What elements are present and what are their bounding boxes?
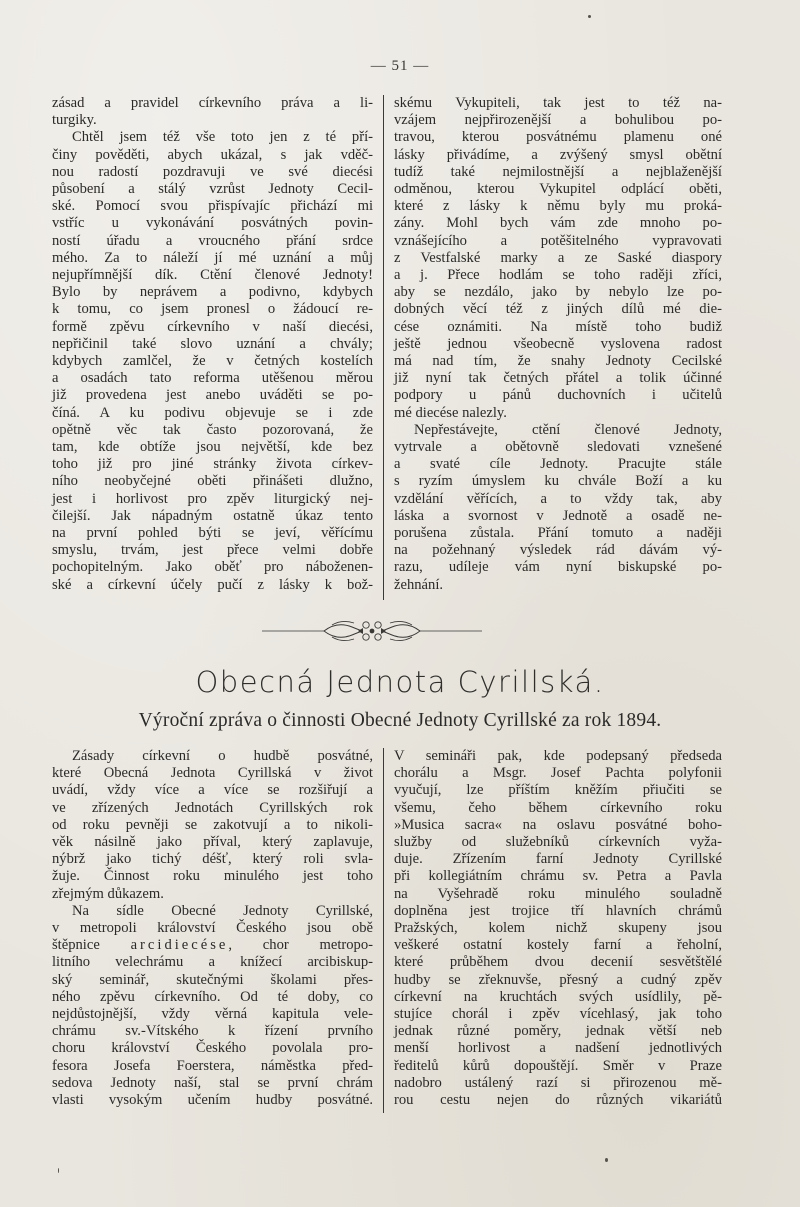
text-line: ního neobyčejné oběti přinášeti dlužno, <box>52 473 373 490</box>
text-line: nepřičinil také slovo uznání a chvály; <box>52 335 373 352</box>
text-line: kdybych zamlčel, že v četných kostelích <box>52 353 373 370</box>
text-line: V semináři pak, kde podepsaný předseda <box>394 748 722 764</box>
text-line: veškeré ostatní kostely farní a řeholní, <box>394 937 722 954</box>
text-line: mého. Za to náleží jí mé uznání a můj <box>52 249 373 266</box>
text-line: žuje. Činnost roku minulého jest toho <box>52 868 373 885</box>
column-divider <box>383 748 384 1113</box>
text-line: Nepřestávejte, ctění členové Jednoty, <box>414 421 722 438</box>
text-line: již nyní tak četných přátel a tolik účinné <box>394 370 722 387</box>
text-line: od roku pevněji se zakotvují a to nikoli- <box>52 816 373 833</box>
text-line: fesora Josefa Foerstera, náměstka před- <box>52 1057 373 1074</box>
ornament-divider-icon <box>262 617 482 645</box>
text-line: nýbrž jako tichý déšť, který roli svla- <box>52 851 373 868</box>
text-line: tam, kde obtíže jsou největší, kde bez <box>52 439 373 456</box>
column-divider <box>383 95 384 600</box>
bottom-right-column <box>392 748 722 1113</box>
text-line: jest i horlivost pro zpěv liturgický nej- <box>52 490 373 507</box>
text-line: opětně věc tak často pozorovaná, že <box>52 421 373 438</box>
text-line: »Musica sacra« na oslavu posvátné boho- <box>394 816 722 833</box>
text-line: ské a církevní účely pučí z lásky k bož- <box>52 576 373 593</box>
text-line: vstříc u vykonávání posvátných povin- <box>52 215 373 232</box>
text-line: láska a svornost v Jednotě a osadě ne- <box>394 507 722 524</box>
top-right-column <box>392 95 722 600</box>
text-line: věk násilně jako příval, který zaplavuje, <box>52 834 373 851</box>
text-line: působení a stálý vzrůst Jednoty Cecil- <box>52 181 373 198</box>
text-line: vlasti vysokým učením hudby posvátné. <box>52 1092 373 1109</box>
bottom-left-column <box>52 748 383 1113</box>
text-line: cése oznámiti. Na místě toho budiž <box>394 318 722 335</box>
text-line: ještě jednou všeobecně vyslovena radost <box>394 335 722 352</box>
text-line: lásky přivádíme, a zvýšený smysl obětní <box>394 146 722 163</box>
text-line: nejupřímnější dík. Ctění členové Jednoty! <box>52 267 373 284</box>
text-line: toho již pro jiné stránky života církev- <box>52 456 373 473</box>
text-line: číná. A ku podivu objevuje se i zde <box>52 404 373 421</box>
text-line: má nad tím, že snahy Jednoty Cecilské <box>394 353 722 370</box>
text-line: činy pověděti, abych ukázal, s jak vděč- <box>52 146 373 163</box>
text-line: a osadách tato reforma utěšenou měrou <box>52 370 373 387</box>
text-line: litního velechrámu a knížecí arcibiskup- <box>52 954 373 971</box>
text-line: Bylo by neprávem a podivno, kdybych <box>52 284 373 301</box>
text-line: skému Vykupiteli, tak jest to též na- <box>394 95 722 111</box>
text-line: již provedena jest anebo uváděti se po- <box>52 387 373 404</box>
text-line: Zásady církevní o hudbě posvátné, <box>72 748 373 764</box>
top-left-column <box>52 95 383 600</box>
text-line: smyslu, trvám, jest přece velmi dobře <box>52 542 373 559</box>
text-line: mé diecése nalezly. <box>394 404 507 421</box>
text-line: pochopitelným. Jako oběť pro náboženen- <box>52 559 373 576</box>
text-line: a j. Přece hodlám se toho raději zříci, <box>394 267 722 284</box>
text-line: zásad a pravidel církevního práva a li- <box>52 95 373 111</box>
text-line: vytrvale a obětovně sledovati vznešené <box>394 439 722 456</box>
text-line: nou radostí pozdravuji ve své diecési <box>52 163 373 180</box>
paper-speck <box>58 1168 59 1173</box>
text-line: v metropoli království Českého jsou obě <box>52 920 373 937</box>
text-line: chrámu sv.-Vítského k řízení prvního <box>52 1023 373 1040</box>
emphasized-word: arcidiecése <box>130 937 229 954</box>
text-line: travou, kterou posvátnému plamenu oné <box>394 129 722 146</box>
text-line: zány. Mohl bych vám zde mnoho po- <box>394 215 722 232</box>
text-line: ného zpěvu církevního. Od té doby, co <box>52 988 373 1005</box>
text-line: žehnání. <box>394 576 444 593</box>
bottom-section <box>52 748 742 1113</box>
text-line: duje. Zřízením farní Jednoty Cyrillské <box>394 851 722 868</box>
text-line: vzájem nejpřirozenější a bohulibou po- <box>394 112 722 129</box>
text-line: hudby se zřeknuvše, přesný a cudný zpěv <box>394 971 722 988</box>
text-line: uvádí, vždy více a více se rozšiřují a <box>52 782 373 799</box>
text-line: církevní na kruchtách svých usídlily, pě- <box>394 988 722 1005</box>
text-line: chorálu a Msgr. Josef Pachta polyfonii <box>394 765 722 782</box>
text-line: stujíce chorál i zpěv vícehlasý, jak toho <box>394 1006 722 1023</box>
text-line: z Vestfalské marky a ze Saské diaspory <box>394 249 722 266</box>
text-line: aby se nezdálo, jako by nebylo lze po- <box>394 284 722 301</box>
text-line: odměnou, kterou Vykupitel odplácí oběti, <box>394 181 722 198</box>
text-line: zřejmým důkazem. <box>52 885 164 902</box>
text-line: s ryzím úmyslem ku chvále Boží a ku <box>394 473 722 490</box>
text-line: služby od služebníků církevních vyža- <box>394 834 722 851</box>
text-line: turgiky. <box>52 112 97 129</box>
text-line: Chtěl jsem též vše toto jen z té pří- <box>72 129 373 146</box>
text-line: formě zpěvu církevního v naší diecési, <box>52 318 373 335</box>
text-line: jednak různé poměry, jednak větší neb <box>394 1023 722 1040</box>
text-line: čilejší. Jak nápadným ostatně úkaz tento <box>52 507 373 524</box>
text-line: Pražských, kolem nichž skupeny jsou <box>394 920 722 937</box>
text-line: tudíž také nejmilostnější a nejblaženější <box>394 163 722 180</box>
text-line: Na sídle Obecné Jednoty Cyrillské, <box>72 902 373 919</box>
section-subtitle: Výroční zpráva o činnosti Obecné Jednoty Cyrillské za rok 1894. <box>138 710 662 731</box>
text-line: štěpnice arcidiecése, chor metropo- <box>52 937 373 954</box>
text-line: ředitelů kůrů dopouštějí. Směr v Praze <box>394 1057 722 1074</box>
text-line: choru království Českého povolala pro- <box>52 1040 373 1057</box>
text-line: ve zřízených Jednotách Cyrillských rok <box>52 799 373 816</box>
text-line: rou cestu nejen do různých vikariátů <box>394 1092 722 1109</box>
text-line: ský seminář, skutečnými školami přes- <box>52 971 373 988</box>
text-line: všemu, čeho během církevního roku <box>394 799 722 816</box>
page-number: — 51 — <box>370 58 430 74</box>
paper-speck <box>588 15 591 18</box>
text-line: při kollegiátním chrámu sv. Petra a Pavla <box>394 868 722 885</box>
text-line: k tomu, co jsem pronesl o žádoucí re- <box>52 301 373 318</box>
text-line: na Vyšehradě roku minulého souladně <box>394 885 722 902</box>
text-line: vzdělání věřících, a to vždy tak, aby <box>394 490 722 507</box>
text-line: doplněna jest trojice tří hlavních chrámů <box>394 902 722 919</box>
text-line: ností úřadu a vroucného přání srdce <box>52 232 373 249</box>
section-title: Obecná Jednota Cyrillská. <box>195 665 605 699</box>
text-line: které z lásky k němu byly mu proká- <box>394 198 722 215</box>
text-line: vznášejícího a potěšitelného vypravovati <box>394 232 722 249</box>
text-line: nadobro ustálený razí si přirozenou mě- <box>394 1074 722 1091</box>
text-line: sedova Jednoty naší, stal se první chrám <box>52 1074 373 1091</box>
text-line: razu, udíleje vám nyní biskupské po- <box>394 559 722 576</box>
top-section <box>52 95 742 600</box>
text-line: na první pohled býti se jeví, věřícímu <box>52 525 373 542</box>
text-line: které Obecná Jednota Cyrillská v život <box>52 765 373 782</box>
text-line: nejdůstojnější, vždy věrná kapitula vele- <box>52 1006 373 1023</box>
text-line: a svaté cíle Jednoty. Pracujte stále <box>394 456 722 473</box>
paper-speck <box>605 1158 608 1162</box>
text-line: porušena zůstala. Přání tomuto a naději <box>394 525 722 542</box>
text-line: na požehnaný výsledek rád dávám vý- <box>394 542 722 559</box>
text-line: menší horlivost a nadšení jednotlivých <box>394 1040 722 1057</box>
text-line: dobných věcí též z jiných dílů mé die- <box>394 301 722 318</box>
text-line: podpory u pánů duchovních i učitelů <box>394 387 722 404</box>
text-line: které průběhem dvou decenií sesvětštělé <box>394 954 722 971</box>
text-line: ské. Pomocí svou přispívajíc přichází mi <box>52 198 373 215</box>
text-line: vyučují, lze příštím kněžím přiučiti se <box>394 782 722 799</box>
